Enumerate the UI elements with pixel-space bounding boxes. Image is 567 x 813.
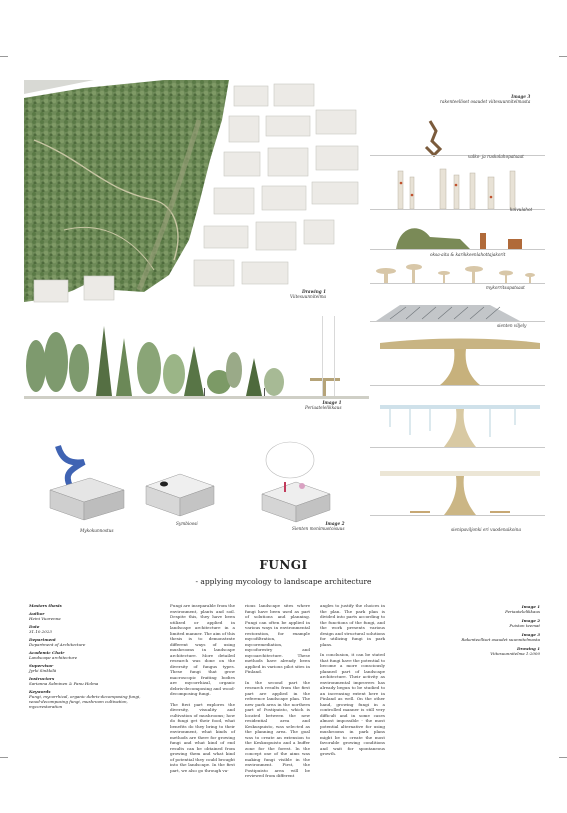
- figure-list-subtitle: Periaatelelikkaus: [505, 609, 540, 614]
- branch-fence: [370, 228, 545, 250]
- image2-subtitle: Sienten monimuotoisuus: [292, 526, 345, 531]
- figure-list-subtitle: Puiston teemat: [509, 623, 540, 628]
- department-label: Department: [29, 637, 56, 642]
- keywords-value: Fungi, mycorrhizal, organic debris-decomposing fungi, wood-decomposing fungi, mushroom cultivation, mycorestoration: [29, 694, 141, 709]
- supervisor-label: Supervisor: [29, 663, 54, 668]
- site-plan: [24, 80, 364, 308]
- label-koivulahot: koivulahot: [510, 207, 533, 212]
- drawing1-caption: [290, 289, 326, 299]
- instructors-value: Sarianna Salminen & Panu Holma: [29, 681, 99, 686]
- figure-list-subtitle: Rakenteelliset osaudet suunnitelmasta: [461, 637, 540, 642]
- supervisor-value: Jyrki Sinkkilä: [29, 668, 57, 673]
- chair-label: Academic Chair: [29, 650, 65, 655]
- paragraph: In conclusion, it can be stated that fungi have the potential to become a more consciously planned part of landscape architecture. Their activity as environmental improvers has already begun to be studied to an increasing extent here in Finland as well. On the other hand, growing fungi in a controlled manner is still very difficult and in some cases almost impossible - the most potential alternative for using mushrooms in park plans might be to create the most favorable growing conditions and wait for spontaneous growth.: [320, 652, 385, 756]
- page-subtitle: - applying mycology to landscape architecture: [195, 577, 372, 586]
- block-mykokunnostus: [50, 446, 124, 520]
- crop-mark: [0, 56, 8, 57]
- image3-caption: [440, 94, 530, 104]
- crop-mark: [0, 757, 8, 758]
- image2-caption: [292, 521, 345, 531]
- figure-list-title: Drawing 1: [516, 646, 540, 651]
- block-monimuotoisuus: [262, 442, 330, 522]
- paragraph: Fungi are inseparable from the environment, plants and soil. Despite this, they have been utilized or applied in landscape architecture in a limited manner. The aim of this thesis is to demonstrate different ways of using mushrooms in landscape architecture. More detailed research was done on the diversity of fungus types. These fungi that grow macroscopic fruiting bodies are mycorrhizal, organic debris-decomposing and wood-decomposing fungi.: [170, 603, 235, 696]
- crop-mark: [559, 56, 567, 57]
- figure-list-title: Image 1: [521, 604, 540, 609]
- body-column-3: [320, 603, 385, 762]
- image3-subtitle: rakenteelliset osaudet viitesuunnitelmasta: [440, 99, 531, 104]
- label-oksa: oksa-aita & karikkeenlahottajakorit: [430, 252, 506, 257]
- body-column-2: [245, 603, 310, 784]
- label-mykorritsa: mykorritsapatsaat: [486, 285, 525, 290]
- author-label: Author: [29, 611, 45, 616]
- mushroom-sculptures: [370, 264, 545, 284]
- department-value: Department of Architecture: [29, 642, 86, 647]
- drawing1-subtitle: Viitesuunnitelma: [290, 294, 327, 299]
- keywords-label: Keywords: [29, 689, 51, 694]
- thesis-meta: [29, 603, 149, 709]
- chair-value: Landscape architecture: [29, 655, 78, 660]
- figure-list-subtitle: Viitesuunnitelma 1:2000: [490, 651, 540, 656]
- label-sienten-viljely: sienten viljely: [497, 323, 527, 328]
- crop-mark: [559, 757, 567, 758]
- section-elevation: [24, 316, 369, 408]
- label-valko: valko- ja ruskolahopatsaat: [468, 154, 524, 159]
- block-symbioosi: [146, 474, 214, 516]
- image1-title: Image 1: [322, 400, 342, 405]
- label-symbioosi: Symbioosi: [176, 521, 198, 526]
- figure-list: [455, 604, 540, 656]
- date-label: Date: [29, 624, 40, 629]
- author-value: Heini Vuorenna: [29, 616, 61, 621]
- drawing1-title: Drawing 1: [301, 289, 327, 294]
- image2-title: Image 2: [325, 521, 345, 526]
- pavilion-summer: [370, 339, 545, 387]
- root-sculpture: [370, 121, 545, 156]
- paragraph: angles to justify the choices in the plan. The park plan is divided into parts according to the functions of the fungi, and the work presents various design and structural solutions for utilizing fungi in park plans.: [320, 603, 385, 647]
- image3-title: Image 3: [511, 94, 531, 99]
- masters-label: Masters thesis: [29, 603, 62, 608]
- image1-subtitle: Periaatelelikkaus: [305, 405, 342, 410]
- instructors-label: Instructors: [29, 676, 55, 681]
- paragraph: In the second part the research results from the first part are applied in the reference landscape plan. The new park area in the northern part of Postipuisto, which is located between the new residential area and Keskuspuisto, was selected as the planning area. The goal was to create an extension to the Keskuspuisto and a buffer zone for the forest. In the concept one of the aims was making fungi visible in the environment. First, the Postipuisto area will be reviewed from different: [245, 679, 310, 778]
- figure-list-title: Image 2: [521, 618, 540, 623]
- body-column-1: [170, 603, 235, 778]
- soil-blocks: [40, 440, 360, 530]
- label-sienipaviljonki: sienipaviljonki eri vuodenaikoina: [451, 527, 521, 532]
- paragraph: rious landscape sites where fungi have been used as part of solutions and planning. Fungi can often be applied in various ways in environmental restoration, for example mycofiltration, mycoremediation, mycoforestry and mycoarchitecture. These methods have already been applied in various pilot sites in Finland.: [245, 603, 310, 674]
- pavilion-winter: [370, 405, 545, 448]
- mushroom-cultivation: [370, 305, 545, 322]
- label-mykokunnostus: Mykokunnostus: [80, 528, 114, 533]
- pavilion-autumn: [370, 471, 545, 516]
- birch-logs: [370, 169, 545, 210]
- paragraph: The first part explores the diversity, visuality and cultivation of mushrooms; how do fungi get their food, what benefits do they bring to their environment, what kinds of methods are there for growing fungi and what kind of end results can be obtained from growing them and what kind of potential they could brought into the landscape. In the first part, we also go through va-: [170, 701, 235, 773]
- image1-caption: [305, 400, 342, 410]
- page-title: FUNGI: [259, 558, 308, 572]
- figure-list-title: Image 3: [521, 632, 540, 637]
- date-value: 31.10.2023: [29, 629, 52, 634]
